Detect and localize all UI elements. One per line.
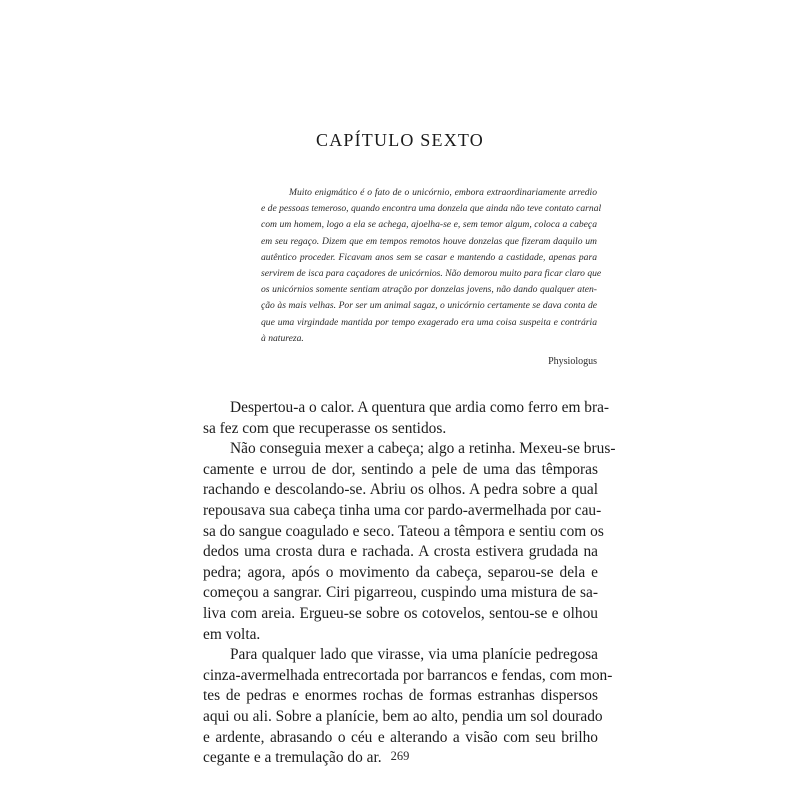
epigraph-line: à natureza. [261,332,304,344]
body-line: rachando e descolando-se. Abriu os olhos. A pedra sobre a qual [203,481,598,499]
body-line: Despertou-a o calor. A quentura que ardia como ferro em bra- [230,399,610,416]
body-line: cegante e a tremulação do ar. [203,749,382,767]
epigraph-attribution: Physiologus [548,356,597,367]
epigraph-line: Muito enigmático é o fato de o unicórnio, embora extraordinariamente arredio [289,187,597,198]
epigraph [261,185,602,347]
body-line: sa fez com que recuperasse os sentidos. [203,419,447,437]
body-line: pedra; agora, após o movimento da cabeça, separou-se dela e [203,563,598,581]
epigraph-line: servirem de isca para caçadores de unicórnios. Não demorou muito para ficar claro que [261,267,602,279]
body-line: dedos uma crosta dura e rachada. A crosta estivera grudada na [203,543,598,561]
chapter-title: CAPÍTULO SEXTO [316,130,484,150]
epigraph-line: os unicórnios somente sentiam atração por donzelas jovens, não dando qualquer aten- [261,284,597,296]
body-line: cinza-avermelhada entrecortada por barrancos e fendas, com mon- [203,666,613,684]
body-line: camente e urrou de dor, sentindo a pele de uma das têmporas [203,460,598,478]
body-line: aqui ou ali. Sobre a planície, bem ao alto, pendia um sol dourado [203,707,603,725]
epigraph-line: e de pessoas temeroso, quando encontra uma donzela que ainda não teve contato carnal [261,203,602,215]
body-line: tes de pedras e enormes rochas de formas estranhas dispersos [203,687,598,705]
body-line: e ardente, abrasando o céu e alterando a visão com seu brilho [203,728,598,746]
body-line: liva com areia. Ergueu-se sobre os cotovelos, sentou-se e olhou [203,604,598,622]
body-line: repousava sua cabeça tinha uma cor pardo-avermelhada por cau- [203,501,602,519]
body-line: Para qualquer lado que virasse, via uma planície pedregosa [230,646,598,664]
body-line: começou a sangrar. Ciri pigarreou, cuspindo uma mistura de sa- [203,584,598,602]
body-line: sa do sangue coagulado e seco. Tateou a têmpora e sentiu com os [203,522,604,540]
epigraph-line: com um homem, logo a ela se achega, ajoelha-se e, sem temor algum, coloca a cabeça [261,219,597,231]
epigraph-line: ção às mais velhas. Por ser um animal sagaz, o unicórnio certamente se dava conta de [261,300,597,312]
epigraph-line: em seu regaço. Dizem que em tempos remotos houve donzelas que fizeram daquilo um [261,235,597,247]
page-number: 269 [390,749,410,763]
body-text [203,398,616,769]
epigraph-line: que uma virgindade mantida por tempo exagerado era uma coisa suspeita e contrária [261,316,597,328]
body-line: em volta. [203,625,261,643]
epigraph-line: autêntico proceder. Ficavam anos sem se casar e mantendo a castidade, apenas para [261,251,597,263]
body-line: Não conseguia mexer a cabeça; algo a retinha. Mexeu-se brus- [230,440,616,458]
